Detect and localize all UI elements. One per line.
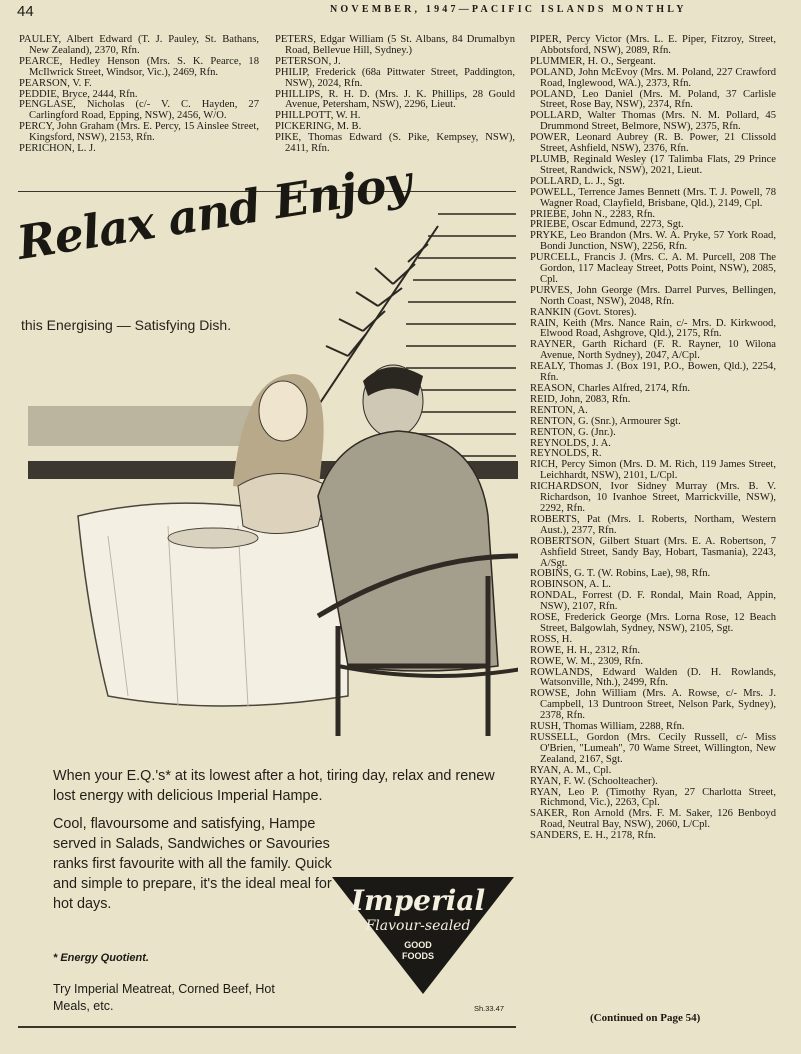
list-column-1 — [19, 35, 259, 155]
running-head: NOVEMBER, 1947—PACIFIC ISLANDS MONTHLY — [330, 4, 687, 15]
list-entry: ROBINSON, A. L. — [530, 579, 611, 591]
list-entry: RYAN, A. M., Cpl. — [530, 764, 612, 776]
list-entry: POLAND, Leo Daniel (Mrs. M. Poland, 37 Carlisle Street, Rose Bay, NSW), 2374, Rfn. — [530, 88, 776, 111]
list-entry: RENTON, G. (Jnr.). — [530, 426, 616, 438]
man-figure-graphic — [318, 365, 498, 671]
list-entry: PEARSON, V. F. — [19, 77, 92, 89]
list-entry: REALY, Thomas J. (Box 191, P.O., Bowen, Qld.), 2254, Rfn. — [530, 361, 776, 384]
list-entry: POWER, Leonard Aubrey (R. B. Power, 21 Clissold Street, Ashfield, NSW), 2376, Rfn. — [530, 132, 776, 155]
list-entry: PEARCE, Hedley Henson (Mrs. S. K. Pearce, 18 McIlwrick Street, Windsor, Vic.), 2469, Rfn. — [19, 55, 259, 78]
list-entry: ROWLANDS, Edward Walden (D. H. Rowlands, Watsonville, Nth.), 2499, Rfn. — [530, 666, 776, 689]
list-entry: RONDAL, Forrest (D. F. Rondal, Main Road, Appin, NSW), 2107, Rfn. — [530, 590, 776, 613]
list-entry: PEDDIE, Bryce, 2444, Rfn. — [19, 88, 138, 100]
list-entry: RICHARDSON, Ivor Sidney Murray (Mrs. B. V. Richardson, 10 Ivanhoe Street, Marrickville, NSW), 2292, Rfn. — [530, 481, 776, 514]
list-entry: RAIN, Keith (Mrs. Nance Rain, c/- Mrs. D. Kirkwood, Elwood Road, Ashgrove, Qld.), 2175, Rfn. — [530, 317, 776, 340]
list-entry: RANKIN (Govt. Stores). — [530, 306, 637, 318]
plate-graphic — [168, 528, 258, 548]
list-entry: RAYNER, Garth Richard (F. R. Rayner, 10 Wilona Avenue, North Sydney), 2047, A/Cpl. — [530, 339, 776, 362]
advert-body-paragraph: When your E.Q.'s* at its lowest after a hot, tiring day, relax and renew lost energy with delicious Imperial Hampe. — [53, 768, 495, 804]
woman-figure-graphic — [233, 374, 328, 534]
advert-body-paragraph: Cool, flavoursome and satisfying, Hampe served in Salads, Sandwiches or Savouries ranks first favourite with all the family. Quick and simple to prepare, it's the ideal meal for hot days. — [53, 816, 332, 912]
list-entry: PICKERING, M. B. — [275, 121, 362, 133]
list-entry: ROWSE, John William (Mrs. A. Rowse, c/- Mrs. J. Campbell, 13 Duntroon Street, Nelson Park, Sydney), 2378, Rfn. — [530, 688, 776, 722]
advert-try-line: Try Imperial Meatreat, Corned Beef, Hot Meals, etc. — [53, 982, 275, 1013]
advert-subhead: this Energising — Satisfying Dish. — [21, 317, 232, 333]
list-entry: RUSH, Thomas William, 2288, Rfn. — [530, 721, 685, 733]
imperial-advertisement — [13, 154, 518, 1024]
list-entry: PHILLPOTT, W. H. — [275, 110, 361, 122]
list-entry: REYNOLDS, R. — [530, 448, 602, 460]
list-entry: ROWE, H. H., 2312, Rfn. — [530, 644, 641, 656]
list-entry: RICH, Percy Simon (Mrs. D. M. Rich, 119 James Street, Leichhardt, NSW), 2101, L/Cpl. — [530, 459, 776, 482]
list-entry: PENGLASE, Nicholas (c/- V. C. Hayden, 27 Carlingford Road, Epping, NSW), 2456, W/O. — [19, 99, 259, 122]
list-entry: PURCELL, Francis J. (Mrs. C. A. M. Purcell, 208 The Gordon, 117 Macleay Street, Potts Point, NSW), 2085, Cpl. — [530, 252, 776, 285]
list-column-3 — [530, 35, 776, 842]
list-entry: RENTON, A. — [530, 404, 588, 416]
list-entry: SAKER, Ron Arnold (Mrs. F. M. Saker, 126 Benboyd Road, Neutral Bay, NSW), 2060, L/Cpl. — [530, 808, 776, 831]
list-entry: SANDERS, E. H., 2178, Rfn. — [530, 830, 656, 842]
list-entry: PURVES, John George (Mrs. Darrel Purves, Bellingen, North Coast, NSW), 2048, Rfn. — [530, 284, 776, 307]
list-entry: REYNOLDS, J. A. — [530, 437, 611, 449]
list-entry: REASON, Charles Alfred, 2174, Rfn. — [530, 383, 691, 394]
list-entry: PHILIP, Frederick (68a Pittwater Street, Paddington, NSW), 2024, Rfn. — [275, 66, 515, 89]
brand-tagline: Flavour-sealed — [365, 918, 471, 934]
list-entry: RENTON, G. (Snr.), Armourer Sgt. — [530, 415, 681, 427]
list-entry: PERCY, John Graham (Mrs. E. Percy, 15 Ainslee Street, Kingsford, NSW), 2153, Rfn. — [19, 121, 259, 144]
list-entry: POWELL, Terrence James Bennett (Mrs. T. J. Powell, 78 Wagner Road, Clayfield, Brisbane, Qld.), 2149, Cpl. — [530, 186, 776, 209]
continued-note: (Continued on Page 54) — [590, 1012, 701, 1024]
list-entry: PETERSON, J. — [275, 55, 341, 67]
list-entry: PRIEBE, John N., 2283, Rfn. — [530, 208, 656, 220]
advert-headline: Relax and Enjoy — [13, 154, 415, 270]
list-entry: ROBERTS, Pat (Mrs. I. Roberts, Northam, Western Aust.), 2377, Rfn. — [530, 513, 776, 536]
list-entry: PLUMMER, H. O., Sergeant. — [530, 55, 656, 67]
list-entry: POLLARD, L. J., Sgt. — [530, 175, 625, 187]
list-entry: PLUMB, Reginald Wesley (17 Talimba Flats, 29 Prince Street, Randwick, NSW), 2021, Lieut. — [530, 153, 776, 176]
list-entry: REID, John, 2083, Rfn. — [530, 393, 631, 405]
list-entry: RYAN, Leo P. (Timothy Ryan, 27 Charlotta Street, Richmond, Vic.), 2263, Cpl. — [530, 786, 776, 809]
list-entry: ROBINS, G. T. (W. Robins, Lae), 98, Rfn. — [530, 568, 711, 580]
advert-illustration — [18, 196, 518, 756]
advert-footnote: * Energy Quotient. — [53, 952, 149, 964]
list-entry: PRYKE, Leo Brandon (Mrs. W. A. Pryke, 57 York Road, Bondi Junction, NSW), 2256, Rfn. — [530, 230, 776, 253]
advert-code: Sh.33.47 — [474, 1004, 505, 1013]
page-number: 44 — [17, 3, 34, 20]
list-entry: PIKE, Thomas Edward (S. Pike, Kempsey, NSW), 2411, Rfn. — [275, 132, 515, 155]
list-entry: PRIEBE, Oscar Edmund, 2273, Sgt. — [530, 219, 684, 231]
list-entry: POLLARD, Walter Thomas (Mrs. N. M. Pollard, 45 Drummond Street, Belmore, NSW), 2375, Rfn. — [530, 110, 776, 133]
list-entry: ROSE, Frederick George (Mrs. Lorna Rose, 12 Beach Street, Balgowlah, Sydney, NSW), 2105, Sgt. — [530, 612, 776, 634]
brand-line-foods: FOODS — [401, 951, 434, 961]
list-entry: RUSSELL, Gordon (Mrs. Cecily Russell, c/- Miss O'Brien, "Lumeah", 70 Wame Street, Willington, New Zealand, 2167, Sgt. — [530, 732, 776, 765]
brand-line-good: GOOD — [404, 940, 432, 950]
list-entry: PETERS, Edgar William (5 St. Albans, 84 Drumalbyn Road, Bellevue Hill, Sydney.) — [275, 34, 515, 56]
list-entry: ROWE, W. M., 2309, Rfn. — [530, 655, 644, 667]
divider-rule — [18, 1026, 516, 1028]
list-entry: PERICHON, L. J. — [19, 143, 96, 155]
list-entry: ROBERTSON, Gilbert Stuart (Mrs. E. A. Robertson, 7 Ashfield Street, Sandy Bay, Hobart, Tasmania), 2243, A/Sgt. — [530, 535, 776, 569]
list-column-2 — [275, 35, 515, 155]
brand-name: Imperial — [350, 884, 486, 917]
list-entry: PIPER, Percy Victor (Mrs. L. E. Piper, Fitzroy, Street, Abbotsford, NSW), 2089, Rfn. — [530, 34, 776, 56]
page-header — [0, 0, 801, 24]
list-entry: ROSS, H. — [530, 633, 573, 645]
list-entry: RYAN, F. W. (Schoolteacher). — [530, 775, 658, 787]
list-entry: PAULEY, Albert Edward (T. J. Pauley, St. Bathans, New Zealand), 2370, Rfn. — [19, 34, 259, 56]
list-entry: POLAND, John McEvoy (Mrs. M. Poland, 227 Crawford Road, Inglewood, WA.), 2373, Rfn. — [530, 66, 776, 89]
list-entry: PHILLIPS, R. H. D. (Mrs. J. K. Phillips, 28 Gould Avenue, Petersham, NSW), 2296, Lieut. — [275, 88, 515, 111]
